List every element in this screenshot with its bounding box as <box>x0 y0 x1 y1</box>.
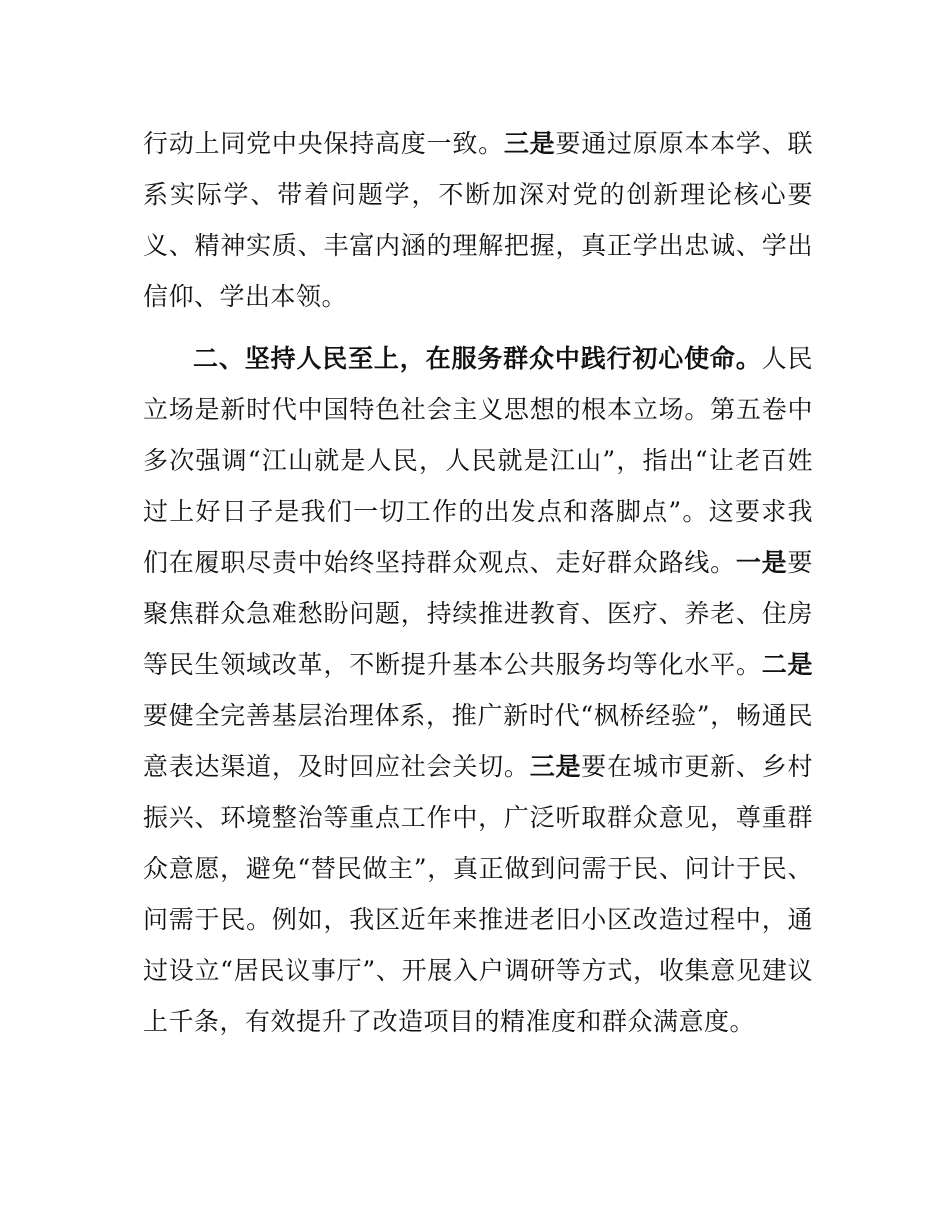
body-text <box>143 118 813 332</box>
paragraph-2 <box>143 333 813 1047</box>
section-heading: 二、坚持人民至上，在服务群众中践行初心使命。 <box>193 344 762 373</box>
paragraph-2-text-c: 要健全完善基层治理体系，推广新时代“枫桥经验”，畅通民意表达渠道，及时回应社会关切。 <box>143 701 813 781</box>
paragraph-2-marker-yi: 一是 <box>735 548 788 577</box>
paragraph-1-marker-san: 三是 <box>503 129 556 158</box>
paragraph-2-marker-san: 三是 <box>529 752 582 781</box>
paragraph-1 <box>143 118 813 322</box>
paragraph-2-text-d: 要在城市更新、乡村振兴、环境整治等重点工作中，广泛听取群众意见，尊重群众意愿，避免“替民做主”，真正做到问需于民、问计于民、问需于民。例如，我区近年来推进老旧小区改造过程中，通过设立“居民议事厅”、开展入户调研等方式，收集意见建议上千条，有效提升了改造项目的精准度和群众满意度。 <box>143 752 813 1036</box>
paragraph-1-text-b: 要通过原原本本学、联系实际学、带着问题学，不断加深对党的创新理论核心要义、精神实质、丰富内涵的理解把握，真正学出忠诚、学出信仰、学出本领。 <box>143 129 813 311</box>
paragraph-2-text-b: 要聚焦群众急难愁盼问题，持续推进教育、医疗、养老、住房等民生领域改革，不断提升基本公共服务均等化水平。 <box>143 548 813 679</box>
paragraph-2-marker-er: 二是 <box>761 650 813 679</box>
section-two-text <box>143 333 813 1057</box>
paragraph-2-text-a: 人民立场是新时代中国特色社会主义思想的根本立场。第五卷中多次强调“江山就是人民，人民就是江山”，指出“让老百姓过上好日子是我们一切工作的出发点和落脚点”。这要求我们在履职尽责中始终坚持群众观点、走好群众路线。 <box>143 344 813 577</box>
paragraph-1-text-a: 行动上同党中央保持高度一致。 <box>143 129 504 158</box>
